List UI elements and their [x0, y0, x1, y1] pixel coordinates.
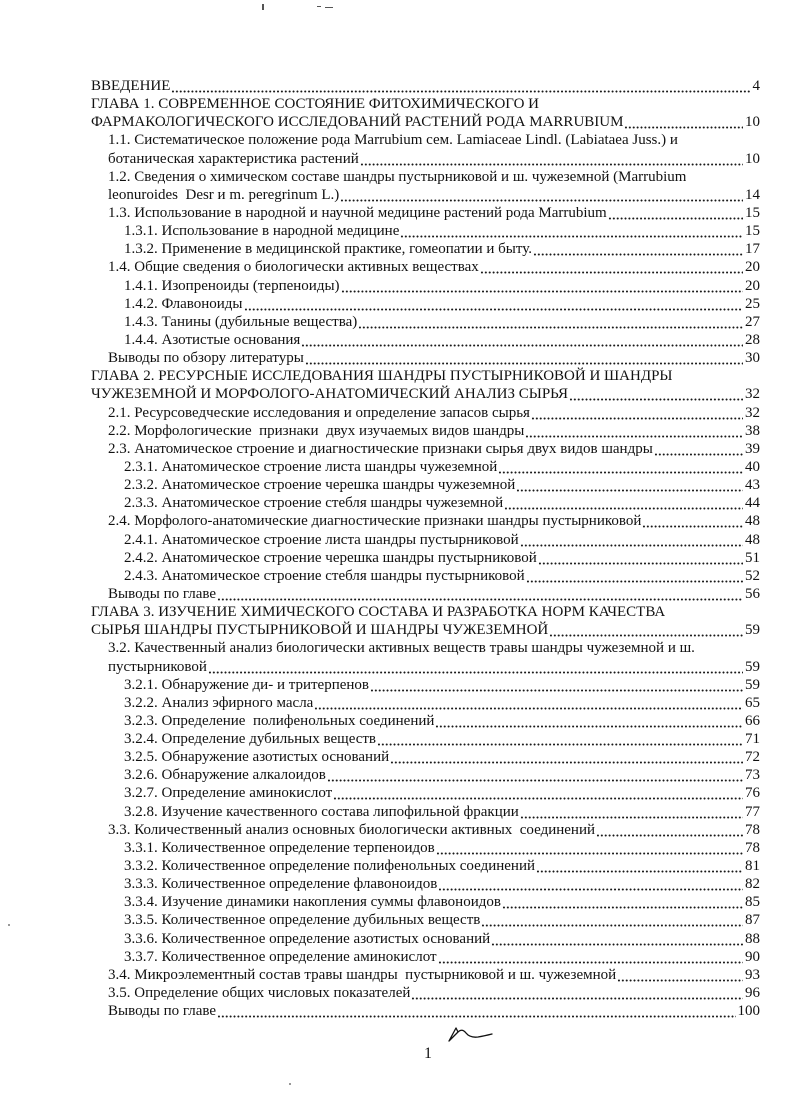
toc-page-number: 4: [752, 78, 760, 94]
dot-leader: [305, 349, 743, 367]
toc-page-number: 15: [745, 223, 760, 240]
dot-leader: [340, 186, 743, 204]
toc-subsection-entry: [91, 549, 760, 567]
toc-line: [91, 222, 760, 240]
toc-entry-title: 3.2.2. Анализ эфирного масла: [124, 694, 314, 711]
toc-line: [91, 131, 760, 149]
toc-page-number: 51: [745, 549, 760, 566]
dot-leader: [538, 549, 743, 567]
dot-leader: [411, 984, 743, 1002]
dot-leader: [520, 531, 743, 549]
toc-page-number: 59: [745, 622, 760, 639]
toc-line: [91, 621, 760, 639]
toc-entry-title: 3.2.4. Определение дубильных веществ: [124, 731, 377, 748]
dot-leader: [536, 857, 743, 875]
toc-entry-title: 3.3.3. Количественное определение флавоноидов: [124, 876, 438, 893]
toc-entry-title: 2.4. Морфолого-анатомические диагностические признаки шандры пустырниковой: [108, 513, 642, 530]
toc-entry-title: 2.2. Морфологические признаки двух изучаемых видов шандры: [108, 422, 525, 439]
toc-chapter-entry: [91, 603, 760, 639]
scan-artifact: [317, 6, 321, 7]
toc-subsection-entry: [91, 730, 760, 748]
toc-section-entry: [91, 585, 760, 603]
toc-page-number: 25: [745, 295, 760, 312]
toc-line: [91, 77, 760, 95]
toc-line: [91, 784, 760, 802]
toc-page-number: 14: [745, 186, 760, 203]
toc-line: [91, 331, 760, 349]
toc-subsection-entry: [91, 766, 760, 784]
dot-leader: [333, 784, 743, 802]
toc-page-number: 71: [745, 731, 760, 748]
toc-entry-title: 3.2.3. Определение полифенольных соединений: [124, 712, 435, 729]
toc-line: [91, 712, 760, 730]
dot-leader: [360, 150, 743, 168]
toc-entry-title: 2.1. Ресурсоведческие исследования и определение запасов сырья: [108, 404, 530, 421]
toc-page-number: 48: [745, 513, 760, 530]
toc-line: [91, 803, 760, 821]
scan-artifact: [8, 924, 10, 926]
toc-subsection-entry: [91, 295, 760, 313]
toc-entry-title: 3.3. Количественный анализ основных биологически активных соединений: [108, 821, 596, 838]
toc-entry-title: Выводы по главе: [108, 1003, 217, 1020]
toc-page-number: 76: [745, 785, 760, 802]
toc-line: [91, 875, 760, 893]
toc-line: [91, 168, 760, 186]
toc-page-number: 20: [745, 259, 760, 276]
toc-entry-title: 3.4. Микроэлементный состав травы шандры пустырниковой и ш. чужеземной: [108, 966, 617, 983]
toc-section-entry: [91, 349, 760, 367]
toc-entry-title: 1.1. Систематическое положение рода Marrubium сем. Lamiaceae Lindl. (Labiataea Juss.) и: [108, 132, 678, 149]
toc-page-number: 66: [745, 712, 760, 729]
toc-line: [91, 658, 760, 676]
toc-line: [91, 585, 760, 603]
dot-leader: [171, 77, 750, 95]
toc-entry-title: Выводы по обзору литературы: [108, 350, 304, 367]
dot-leader: [370, 676, 743, 694]
toc-section-entry: [91, 984, 760, 1002]
toc-subsection-entry: [91, 694, 760, 712]
toc-section-entry: [91, 821, 760, 839]
toc-page-number: 85: [745, 894, 760, 911]
toc-page-number: 32: [745, 404, 760, 421]
toc-entry-title: 2.3. Анатомическое строение и диагностические признаки сырья двух видов шандры: [108, 440, 653, 457]
page-number: 1: [424, 1045, 432, 1062]
toc-entry-title: 1.3.1. Использование в народной медицине: [124, 223, 400, 240]
toc-section-entry: [91, 258, 760, 276]
scan-artifact: [325, 7, 333, 8]
toc-entry-title: 3.5. Определение общих числовых показателей: [108, 985, 411, 1002]
toc-entry-title: 2.4.1. Анатомическое строение листа шандры пустырниковой: [124, 531, 519, 548]
toc-page-number: 100: [737, 1003, 760, 1020]
toc-page-number: 52: [745, 567, 760, 584]
toc-line: [91, 639, 760, 657]
toc-entry-title: 3.3.6. Количественное определение азотистых оснований: [124, 930, 491, 947]
toc-line: [91, 1002, 760, 1020]
toc-entry-title: 3.2.8. Изучение качественного состава липофильной фракции: [124, 803, 519, 820]
dot-leader: [377, 730, 743, 748]
toc-line: [91, 694, 760, 712]
toc-page-number: 39: [745, 440, 760, 457]
toc-page-number: 90: [745, 948, 760, 965]
dot-leader: [516, 476, 743, 494]
toc-line: [91, 313, 760, 331]
toc-line: [91, 186, 760, 204]
dot-leader: [436, 839, 743, 857]
toc-entry-title: ботаническая характеристика растений: [108, 150, 359, 167]
toc-line: [91, 240, 760, 258]
toc-line: [91, 385, 760, 403]
toc-page-number: 30: [745, 350, 760, 367]
toc-line: [91, 531, 760, 549]
dot-leader: [341, 277, 743, 295]
toc-entry-title: СЫРЬЯ ШАНДРЫ ПУСТЫРНИКОВОЙ И ШАНДРЫ ЧУЖЕЗЕМНОЙ: [91, 622, 549, 639]
toc-chapter-entry: [91, 367, 760, 403]
toc-entry-title: 3.2. Качественный анализ биологически активных веществ травы шандры чужеземной и ш.: [108, 640, 695, 657]
toc-page-number: 81: [745, 858, 760, 875]
toc-subsection-entry: [91, 458, 760, 476]
handwritten-signature-icon: [444, 1024, 504, 1048]
dot-leader: [520, 803, 743, 821]
toc-subsection-entry: [91, 784, 760, 802]
toc-page-number: 77: [745, 803, 760, 820]
toc-entry-title: 3.3.2. Количественное определение полифенольных соединений: [124, 858, 535, 875]
toc-subsection-entry: [91, 240, 760, 258]
toc-subsection-entry: [91, 277, 760, 295]
scan-artifact: [289, 1083, 291, 1085]
table-of-contents: [91, 77, 760, 1020]
toc-line: [91, 948, 760, 966]
toc-entry-title: 3.3.7. Количественное определение аминокислот: [124, 948, 437, 965]
dot-leader: [217, 585, 743, 603]
dot-leader: [491, 930, 743, 948]
toc-page-number: 32: [745, 386, 760, 403]
toc-section-entry: [91, 966, 760, 984]
toc-line: [91, 494, 760, 512]
toc-subsection-entry: [91, 331, 760, 349]
toc-entry-title: 3.2.5. Обнаружение азотистых оснований: [124, 749, 390, 766]
toc-line: [91, 349, 760, 367]
dot-leader: [624, 113, 743, 131]
dot-leader: [438, 875, 743, 893]
dot-leader: [549, 621, 743, 639]
toc-subsection-entry: [91, 476, 760, 494]
dot-leader: [481, 911, 743, 929]
toc-entry-title: 3.3.1. Количественное определение терпеноидов: [124, 839, 435, 856]
toc-entry-title: 1.4.2. Флавоноиды: [124, 295, 243, 312]
toc-page-number: 10: [745, 114, 760, 131]
toc-line: [91, 549, 760, 567]
toc-entry-title: 1.3. Использование в народной и научной медицине растений рода Marrubium: [108, 204, 607, 221]
toc-entry-title: 3.3.4. Изучение динамики накопления суммы флавоноидов: [124, 894, 501, 911]
dot-leader: [617, 966, 743, 984]
toc-page-number: 72: [745, 749, 760, 766]
dot-leader: [400, 222, 743, 240]
toc-page-number: 93: [745, 966, 760, 983]
toc-page-number: 59: [745, 676, 760, 693]
toc-entry-title: leonuroides Desr и m. peregrinum L.): [108, 186, 340, 203]
toc-page-number: 15: [745, 204, 760, 221]
toc-line: [91, 603, 760, 621]
dot-leader: [608, 204, 743, 222]
toc-section-entry: [91, 404, 760, 422]
toc-line: [91, 404, 760, 422]
dot-leader: [526, 567, 743, 585]
toc-page-number: 43: [745, 477, 760, 494]
toc-entry-title: 2.4.2. Анатомическое строение черешка шандры пустырниковой: [124, 549, 537, 566]
toc-subsection-entry: [91, 494, 760, 512]
toc-entry-title: ГЛАВА 3. ИЗУЧЕНИЕ ХИМИЧЕСКОГО СОСТАВА И РАЗРАБОТКА НОРМ КАЧЕСТВА: [91, 604, 666, 621]
toc-line: [91, 766, 760, 784]
toc-subsection-entry: [91, 930, 760, 948]
toc-subsection-entry: [91, 893, 760, 911]
toc-subsection-entry: [91, 712, 760, 730]
toc-line: [91, 821, 760, 839]
toc-subsection-entry: [91, 911, 760, 929]
toc-entry-title: ГЛАВА 1. СОВРЕМЕННОЕ СОСТОЯНИЕ ФИТОХИМИЧЕСКОГО И: [91, 96, 540, 113]
toc-line: [91, 748, 760, 766]
toc-subsection-entry: [91, 803, 760, 821]
toc-chapter-entry: [91, 77, 760, 95]
dot-leader: [301, 331, 743, 349]
toc-page-number: 40: [745, 458, 760, 475]
toc-section-entry: [91, 440, 760, 458]
toc-line: [91, 204, 760, 222]
toc-entry-title: ГЛАВА 2. РЕСУРСНЫЕ ИССЛЕДОВАНИЯ ШАНДРЫ ПУСТЫРНИКОВОЙ И ШАНДРЫ: [91, 368, 673, 385]
toc-entry-title: ЧУЖЕЗЕМНОЙ И МОРФОЛОГО-АНАТОМИЧЕСКИЙ АНАЛИЗ СЫРЬЯ: [91, 386, 569, 403]
toc-page-number: 28: [745, 331, 760, 348]
toc-entry-title: Выводы по главе: [108, 585, 217, 602]
dot-leader: [504, 494, 743, 512]
dot-leader: [244, 295, 744, 313]
toc-entry-title: 2.3.1. Анатомическое строение листа шандры чужеземной: [124, 458, 498, 475]
toc-section-entry: [91, 639, 760, 675]
toc-page-number: 65: [745, 694, 760, 711]
toc-page-number: 78: [745, 839, 760, 856]
dot-leader: [533, 240, 743, 258]
toc-line: [91, 730, 760, 748]
toc-page-number: 17: [745, 241, 760, 258]
toc-entry-title: ВВЕДЕНИЕ: [91, 78, 171, 94]
dot-leader: [327, 766, 743, 784]
dot-leader: [569, 385, 743, 403]
toc-line: [91, 839, 760, 857]
toc-entry-title: 1.3.2. Применение в медицинской практике, гомеопатии и быту.: [124, 241, 532, 258]
toc-line: [91, 458, 760, 476]
toc-line: [91, 150, 760, 168]
toc-entry-title: 1.4.4. Азотистые основания: [124, 331, 301, 348]
toc-page-number: 96: [745, 985, 760, 1002]
toc-entry-title: 1.4. Общие сведения о биологически активных веществах: [108, 259, 479, 276]
toc-subsection-entry: [91, 875, 760, 893]
dot-leader: [208, 658, 743, 676]
toc-entry-title: 3.3.5. Количественное определение дубильных веществ: [124, 912, 481, 929]
dot-leader: [654, 440, 743, 458]
toc-line: [91, 113, 760, 131]
toc-line: [91, 95, 760, 113]
toc-page-number: 20: [745, 277, 760, 294]
toc-subsection-entry: [91, 531, 760, 549]
toc-subsection-entry: [91, 676, 760, 694]
dot-leader: [314, 694, 743, 712]
toc-page-number: 59: [745, 658, 760, 675]
dot-leader: [502, 893, 743, 911]
toc-page-number: 73: [745, 767, 760, 784]
toc-section-entry: [91, 204, 760, 222]
toc-line: [91, 367, 760, 385]
scan-artifact: [262, 4, 264, 10]
toc-entry-title: 3.2.6. Обнаружение алкалоидов: [124, 767, 326, 784]
toc-line: [91, 258, 760, 276]
dot-leader: [642, 512, 743, 530]
toc-line: [91, 422, 760, 440]
dot-leader: [217, 1002, 735, 1020]
toc-line: [91, 512, 760, 530]
toc-section-entry: [91, 168, 760, 204]
toc-entry-title: 3.2.7. Определение аминокислот: [124, 785, 333, 802]
toc-entry-title: 3.2.1. Обнаружение ди- и тритерпенов: [124, 676, 369, 693]
dot-leader: [596, 821, 743, 839]
toc-page-number: 38: [745, 422, 760, 439]
toc-page-number: 44: [745, 495, 760, 512]
dot-leader: [480, 258, 743, 276]
toc-chapter-entry: [91, 95, 760, 131]
dot-leader: [438, 948, 743, 966]
toc-entry-title: 1.4.1. Изопреноиды (терпеноиды): [124, 277, 340, 294]
toc-line: [91, 984, 760, 1002]
toc-page-number: 27: [745, 313, 760, 330]
dot-leader: [358, 313, 743, 331]
toc-subsection-entry: [91, 857, 760, 875]
dot-leader: [435, 712, 743, 730]
toc-section-entry: [91, 1002, 760, 1020]
toc-page-number: 10: [745, 150, 760, 167]
toc-line: [91, 295, 760, 313]
toc-entry-title: 2.4.3. Анатомическое строение стебля шандры пустырниковой: [124, 567, 525, 584]
toc-page-number: 56: [745, 585, 760, 602]
toc-section-entry: [91, 512, 760, 530]
toc-section-entry: [91, 131, 760, 167]
toc-subsection-entry: [91, 948, 760, 966]
toc-page-number: 82: [745, 876, 760, 893]
toc-page-number: 78: [745, 821, 760, 838]
dot-leader: [525, 422, 743, 440]
toc-line: [91, 440, 760, 458]
toc-entry-title: ФАРМАКОЛОГИЧЕСКОГО ИССЛЕДОВАНИЙ РАСТЕНИЙ РОДА MARRUBIUM: [91, 114, 624, 131]
toc-subsection-entry: [91, 313, 760, 331]
toc-entry-title: 2.3.3. Анатомическое строение стебля шандры чужеземной: [124, 495, 504, 512]
toc-line: [91, 966, 760, 984]
dot-leader: [390, 748, 743, 766]
toc-page-number: 88: [745, 930, 760, 947]
toc-subsection-entry: [91, 748, 760, 766]
toc-line: [91, 567, 760, 585]
toc-line: [91, 857, 760, 875]
toc-line: [91, 893, 760, 911]
toc-line: [91, 277, 760, 295]
toc-subsection-entry: [91, 222, 760, 240]
toc-line: [91, 911, 760, 929]
toc-line: [91, 476, 760, 494]
toc-entry-title: 1.4.3. Танины (дубильные вещества): [124, 313, 358, 330]
toc-line: [91, 930, 760, 948]
dot-leader: [498, 458, 743, 476]
toc-subsection-entry: [91, 839, 760, 857]
dot-leader: [531, 404, 743, 422]
toc-page-number: 48: [745, 531, 760, 548]
toc-subsection-entry: [91, 567, 760, 585]
toc-entry-title: пустырниковой: [108, 658, 207, 675]
toc-section-entry: [91, 422, 760, 440]
toc-line: [91, 676, 760, 694]
toc-entry-title: 2.3.2. Анатомическое строение черешка шандры чужеземной: [124, 477, 516, 494]
toc-entry-title: 1.2. Сведения о химическом составе шандры пустырниковой и ш. чужеземной (Marrubium: [108, 168, 687, 185]
toc-page-number: 87: [745, 912, 760, 929]
